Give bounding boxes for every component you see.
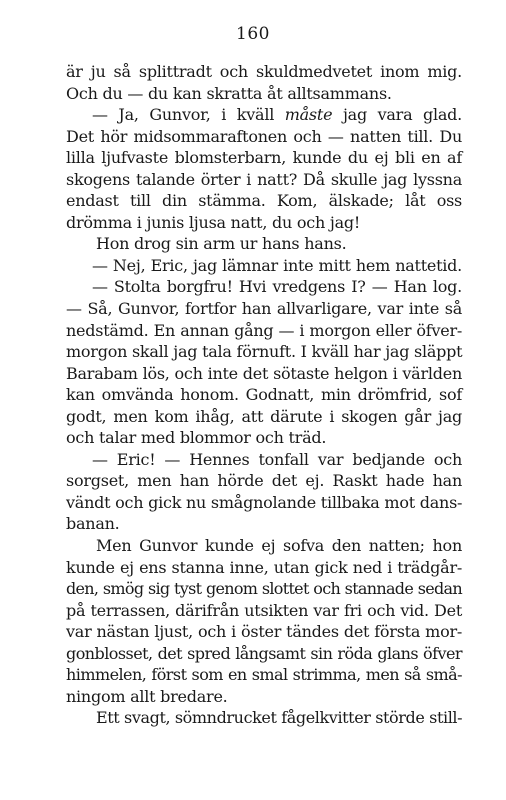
text-line [66, 686, 462, 708]
line-text: och talar med blommor och träd. [66, 428, 327, 448]
line-text: endast till din stämma. Kom, älskade; låt oss [66, 191, 462, 211]
line-text: lilla ljufvaste blomsterbarn, kunde du ej bli en af [66, 148, 462, 168]
text-line [66, 513, 462, 535]
text-line [66, 578, 462, 600]
text-line [66, 276, 462, 298]
text-line [66, 406, 462, 428]
text-line [66, 147, 462, 169]
text-line [66, 363, 462, 385]
line-text: Det hör midsommaraftonen och — natten till. Du [66, 126, 462, 146]
line-text: Ett svagt, sömndrucket fågelkvitter störde still- [96, 708, 463, 728]
line-text: var nästan ljust, och i öster tändes det första mor- [66, 622, 462, 642]
line-text: ningom allt bredare. [66, 686, 228, 706]
line-text: skogens talande örter i natt? Då skulle jag lyssna [66, 169, 462, 189]
line-text: är ju så splittradt och skuldmedvetet inom mig. [66, 62, 462, 81]
text-line [66, 212, 462, 234]
line-text: himmelen, först som en smal strimma, men så små- [66, 665, 462, 685]
emphasized-word: måste [284, 105, 333, 125]
text-line [66, 557, 462, 579]
text-line [66, 449, 462, 471]
text-line [66, 470, 462, 492]
line-text: den, smög sig tyst genom slottet och stannade sedan [66, 579, 462, 599]
text-line [66, 298, 462, 320]
text-line [66, 83, 462, 105]
text-line [66, 320, 462, 342]
line-text: morgon skall jag tala förnuft. I kväll har jag släppt [66, 342, 463, 362]
line-text: Hon drog sin arm ur hans hans. [96, 234, 347, 254]
text-line [66, 427, 462, 449]
line-text: kunde ej ens stanna inne, utan gick ned i trädgår- [66, 557, 462, 577]
text-line [66, 104, 462, 126]
line-text: sorgset, men han hörde det ej. Raskt hade han [66, 471, 462, 491]
text-line [66, 664, 462, 686]
line-text: drömma i junis ljusa natt, du och jag! [66, 212, 361, 232]
page-number: 160 [236, 24, 270, 44]
line-text: Men Gunvor kunde ej sofva den natten; hon [96, 536, 462, 556]
line-text: Barabam lös, och inte det sötaste helgon i världen [66, 363, 462, 383]
text-line [66, 126, 462, 148]
line-text: på terrassen, därifrån utsikten var fri och vid. Det [66, 600, 462, 620]
text-line [66, 255, 462, 277]
text-line [66, 621, 462, 643]
text-line [66, 492, 462, 514]
text-line [66, 169, 462, 191]
line-text: — Eric! — Hennes tonfall var bedjande och [92, 449, 462, 469]
body-text [66, 61, 462, 729]
line-text: banan. [66, 514, 120, 534]
text-line [66, 535, 462, 557]
line-text: — Nej, Eric, jag lämnar inte mitt hem nattetid. [92, 255, 462, 275]
line-text: gonblosset, det spred långsamt sin röda glans öfver [66, 643, 462, 663]
line-text: Och du — du kan skratta åt alltsammans. [66, 83, 392, 103]
line-text: — Så, Gunvor, fortfor han allvarligare, var inte så [66, 299, 462, 319]
line-text: vändt och gick nu smågnolande tillbaka mot dans- [66, 492, 463, 512]
line-text: — Stolta borgfru! Hvi vredgens I? — Han log. [92, 277, 462, 297]
text-line [66, 190, 462, 212]
text-line [66, 61, 462, 83]
text-line [66, 384, 462, 406]
text-line [66, 600, 462, 622]
text-line [66, 341, 462, 363]
text-line [66, 707, 462, 729]
line-text-tail: jag vara glad. [332, 105, 462, 125]
line-text: kan omvända honom. Godnatt, min drömfrid, sof [66, 385, 462, 405]
text-line [66, 643, 462, 665]
line-text: godt, men kom ihåg, att därute i skogen går jag [66, 406, 462, 426]
line-text: — Ja, Gunvor, i kväll [92, 105, 285, 125]
line-text: nedstämd. En annan gång — i morgon eller öfver- [66, 320, 462, 340]
text-line [66, 233, 462, 255]
